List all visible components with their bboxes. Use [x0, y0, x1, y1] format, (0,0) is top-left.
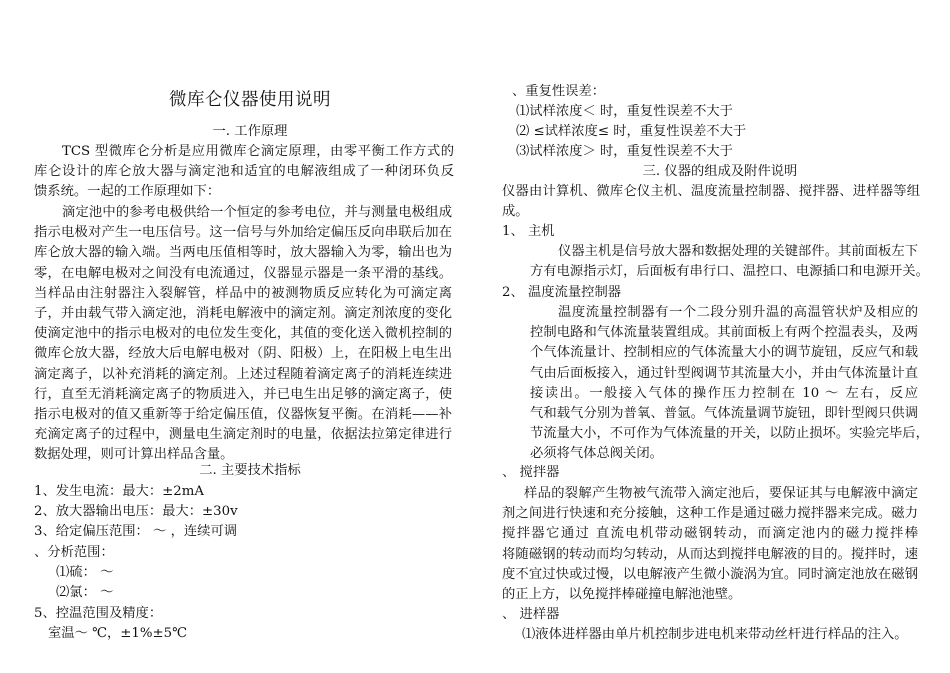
paragraph-line: 滴定离子，以补充消耗的滴定剂。上述过程随着滴定离子的消耗连续进: [34, 366, 452, 382]
paragraph-line: 馈系统。一起的工作原理如下：: [34, 184, 221, 200]
paragraph-line: 方有电源指示灯，后面板有串行口、温控口、电源插口和电源开关。: [530, 264, 929, 279]
paragraph-line: 将随磁钢的转动而均匀转动，从而达到搅拌电解液的目的。搅拌时，速: [502, 546, 918, 562]
paragraph-line: 零，在电解电极对之间没有电流通过，仪器显示器是一条平滑的基线。: [34, 265, 452, 281]
paragraph-line: TCS 型微库仑分析是应用微库仑滴定原理，由零平衡工作方式的: [62, 144, 454, 159]
document-title: 微库仑仪器使用说明: [169, 90, 331, 110]
paragraph-line: 必须将气体总阀关闭。: [530, 446, 663, 462]
paragraph-line: 仪器由计算机、微库仑仪主机、温度流量控制器、搅拌器、进样器等组: [502, 184, 920, 199]
section-heading-1: 一. 工作原理: [212, 124, 288, 139]
paragraph-line: 接读出。一般接入气体的操作压力控制在 10 ～ 左右，反应: [530, 385, 918, 401]
subsection-heading: 、 进样器: [502, 607, 560, 622]
paragraph-line: 子，并由载气带入滴定池，消耗电解液中的滴定剂。滴定剂浓度的变化: [34, 306, 452, 321]
spec-item: 1、发生电流：最大：±2mA: [34, 484, 204, 499]
paragraph-line: 度不宜过快或过慢，以电解液产生微小漩涡为宜。同时滴定池放在磁钢: [502, 566, 918, 582]
spec-item: 5、控温范围及精度：: [34, 606, 163, 621]
repeatability-item: ⑶试样浓度＞ 时，重复性误差不大于: [516, 144, 733, 159]
paragraph-line: 仪器主机是信号放大器和数据处理的关键部件。其前面板左下: [558, 244, 918, 259]
paragraph-line: ⑴液体进样器由单片机控制步进电机来带动丝杆进行样品的注入。: [522, 627, 908, 642]
paragraph-line: 当样品由注射器注入裂解管，样品中的被测物质反应转化为可滴定离: [34, 285, 452, 301]
spec-item: 室温～ ℃，±1%±5℃: [48, 626, 188, 641]
paragraph-line: 充滴定离子的过程中，测量电生滴定剂时的电量，依据法拉第定律进行: [34, 427, 452, 443]
subsection-heading: 、 搅拌器: [502, 465, 560, 480]
paragraph-line: 样品的裂解产生物被气流带入滴定池后，要保证其与电解液中滴定: [524, 486, 918, 501]
paragraph-line: 气由后面板接入，通过针型阀调节其流量大小，并由气体流量计直: [530, 365, 918, 381]
repeatability-item: ⑵ ≤试样浓度≤ 时，重复性误差不大于: [516, 124, 747, 139]
paragraph-line: 库仑设计的库仑放大器与滴定池和适宜的电解液组成了一种闭环负反: [34, 164, 454, 180]
paragraph-line: 控制电路和气体流量装置组成。其前面板上有两个控温表头，及两: [530, 325, 918, 341]
paragraph-line: 搅拌器它通过 直流电机带动磁钢转动，而滴定池内的磁力搅拌棒: [502, 526, 918, 542]
spec-item: ⑴硫： ～: [56, 565, 114, 580]
paragraph-line: 使滴定池中的指示电极对的电位发生变化，其值的变化送入微机控制的: [34, 326, 452, 342]
subsection-heading: 1、 主机: [502, 224, 555, 239]
paragraph-line: 剂之间进行快速和充分接触，这种工作是通过磁力搅拌器来完成。磁力: [502, 506, 918, 522]
paragraph-line: 个气体流量计、控制相应的气体流量大小的调节旋钮，反应气和载: [530, 345, 918, 361]
spec-item: ⑵氯： ～: [56, 585, 114, 600]
paragraph-line: 节流量大小，不可作为气体流量的开关，以防止损坏。实验完毕后，: [530, 426, 929, 442]
spec-item: 3、给定偏压范围： ～ ，连续可调: [34, 524, 238, 539]
paragraph-line: 行，直至无消耗滴定离子的物质进入，并已电生出足够的滴定离子，使: [34, 386, 452, 402]
section-heading-2: 二. 主要技术指标: [199, 463, 301, 478]
spec-item: 2、放大器输出电压：最大：±30v: [34, 504, 238, 519]
paragraph-line: 数据处理，则可计算出样品含量。: [34, 447, 234, 463]
paragraph-line: 指示电极对的值又重新等于给定偏压值，仪器恢复平衡。在消耗——补: [34, 407, 452, 422]
paragraph-line: 成。: [502, 204, 529, 219]
paragraph-line: 微库仑放大器，经放大后电解电极对（阴、阳极）上，在阳极上电生出: [34, 346, 452, 362]
paragraph-line: 滴定池中的参考电极供给一个恒定的参考电位，并与测量电极组成: [62, 205, 452, 220]
section-heading-3: 三. 仪器的组成及附件说明: [642, 164, 798, 179]
subsection-heading: 2、 温度流量控制器: [502, 285, 622, 300]
repeatability-item: ⑴试样浓度＜ 时，重复性误差不大于: [516, 104, 733, 119]
repeatability-heading: 、重复性误差：: [512, 84, 606, 99]
paragraph-line: 库仑放大器的输入端。当两电压值相等时，放大器输入为零，输出也为: [34, 245, 452, 261]
paragraph-line: 温度流量控制器有一个二段分别升温的高温管状炉及相应的: [558, 305, 918, 320]
paragraph-line: 的正上方，以免搅拌棒碰撞电解池池壁。: [502, 587, 742, 602]
paragraph-line: 气和载气分别为普氧、普氩。气体流量调节旋钮，即针型阀只供调: [530, 406, 918, 421]
paragraph-line: 指示电极对产生一电压信号。这一信号与外加给定偏压反向串联后加在: [34, 225, 452, 241]
spec-item: 、分析范围：: [34, 545, 114, 560]
